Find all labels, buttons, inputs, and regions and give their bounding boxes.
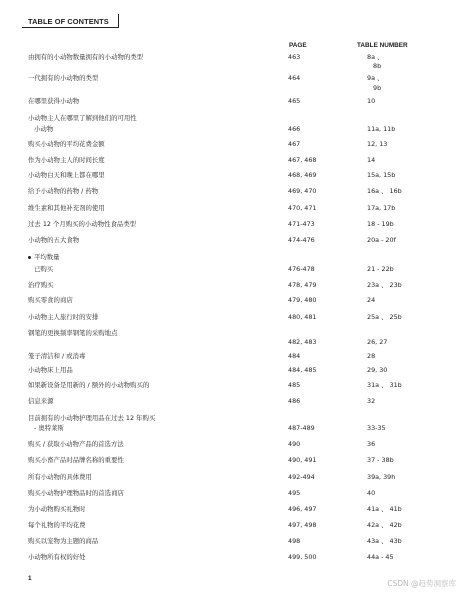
entry-label: 治疗购买 — [28, 281, 54, 289]
entry-table-number: 36 — [367, 440, 376, 448]
entry-table-number: 32 — [367, 397, 376, 405]
entry-page: 485 — [288, 381, 301, 389]
entry-label-continued: 已购买 — [34, 265, 54, 273]
entry-table-number: 37 - 38b — [367, 456, 394, 464]
entry-table-number: 18 - 19b — [367, 220, 394, 228]
entry-page: 497, 498 — [288, 521, 317, 529]
entry-table-number: 42a 、 42b — [367, 521, 402, 529]
entry-table-number: 43a 、 43b — [367, 537, 402, 545]
entry-label: 购买零食的商店 — [28, 296, 73, 304]
entry-table-number: 14 — [367, 156, 376, 164]
entry-label-continued: - 奥特莱斯 — [34, 424, 64, 432]
entry-table-number: 8a 、 — [367, 53, 384, 61]
entry-label: 目前拥有的小动物护理用品在过去 12 年购买 — [28, 414, 156, 422]
entry-label: 小动物床上用品 — [28, 366, 73, 374]
entry-table-number: 29, 30 — [367, 366, 388, 374]
title-underline — [22, 27, 119, 28]
entry-label: 购买小畜产品时品牌名称的重要性 — [28, 456, 124, 464]
entry-page: 474-476 — [288, 236, 315, 244]
entry-page: 487-489 — [288, 424, 315, 432]
entry-page: 468, 469 — [288, 171, 317, 179]
entry-table-number: 10 — [367, 97, 376, 105]
entry-label: 小动物主人在哪里了解到他们的可用性 — [28, 114, 137, 122]
entry-table-number-continued: 8b — [373, 62, 382, 70]
title-vertical-rule — [118, 14, 119, 28]
entry-page: 495 — [288, 489, 301, 497]
entry-table-number: 33-35 — [367, 424, 386, 432]
entry-table-number: 41a 、 41b — [367, 505, 402, 513]
entry-table-number: 24 — [367, 296, 376, 304]
entry-page: 484 — [288, 352, 301, 360]
entry-page: 482, 483 — [288, 338, 317, 346]
entry-page: 498 — [288, 537, 301, 545]
entry-page: 480, 481 — [288, 313, 317, 321]
entry-table-number: 39a, 39h — [367, 473, 396, 481]
entry-label: 小动物的五大食物 — [28, 236, 80, 244]
page-number: 1 — [28, 575, 32, 582]
entry-page: 471-473 — [288, 220, 315, 228]
entry-table-number: 20a - 20f — [367, 236, 396, 244]
entry-label: 钢笔的更换频率钢笔的采购地点 — [28, 329, 118, 337]
entry-page: 490, 491 — [288, 456, 317, 464]
entry-label: 购买以宠物为主题的商品 — [28, 537, 99, 545]
entry-label: 小动物所有权的好处 — [28, 553, 86, 561]
entry-page: 469, 470 — [288, 187, 317, 195]
entry-label: 购买小动物的平均花费金额 — [28, 140, 105, 148]
entry-label: 一代拥有的小动物的类型 — [28, 74, 99, 82]
entry-page: 490 — [288, 440, 301, 448]
entry-page: 479, 480 — [288, 296, 317, 304]
entry-label: 笼子清洁和 / 或消毒 — [28, 352, 86, 360]
entry-page: 465 — [288, 97, 301, 105]
entry-label: 平均数量 — [34, 253, 60, 261]
entry-page: 467, 468 — [288, 156, 317, 164]
entry-label: 过去 12 个月购买的小动物性食品类型 — [28, 220, 137, 228]
entry-table-number: 11a, 11b — [367, 125, 396, 133]
entry-label: 购买小动物护理物品时的首选商店 — [28, 489, 124, 497]
entry-table-number: 28 — [367, 352, 376, 360]
entry-page: 470, 471 — [288, 204, 317, 212]
entry-table-number: 44a - 45 — [367, 553, 394, 561]
entry-table-number: 21 - 22b — [367, 265, 394, 273]
entry-table-number: 9a 、 — [367, 74, 384, 82]
entry-label: 为小动物购买礼物时 — [28, 505, 86, 513]
entry-table-number: 17a, 17b — [367, 204, 396, 212]
page-title: TABLE OF CONTENTS — [28, 17, 109, 26]
entry-label: 信息来源 — [28, 397, 54, 405]
column-header-page: PAGE — [289, 42, 307, 49]
entry-label: 如果新设备是用新的 / 额外的小动物购买的 — [28, 381, 150, 389]
entry-page: 484, 485 — [288, 366, 317, 374]
entry-page: 496, 497 — [288, 505, 317, 513]
entry-table-number: 25a 、 25b — [367, 313, 402, 321]
entry-page: 476-478 — [288, 265, 315, 273]
entry-label: 给予小动物的药物 / 药物 — [28, 187, 99, 195]
entry-label: 维生素和其他补充剂的使用 — [28, 204, 105, 212]
entry-page: 499, 500 — [288, 553, 317, 561]
entry-label: 小动物主人旅行时的安排 — [28, 313, 99, 321]
entry-table-number: 15a, 15b — [367, 171, 396, 179]
entry-table-number: 23a 、 23b — [367, 281, 402, 289]
entry-table-number-continued: 9b — [373, 84, 382, 92]
entry-page: 464 — [288, 74, 301, 82]
entry-page: 467 — [288, 140, 301, 148]
entry-label: 购买 / 获取小动物产品的首选方法 — [28, 440, 124, 448]
entry-table-number: 26, 27 — [367, 338, 388, 346]
entry-label: 小动物白天和晚上都在哪里 — [28, 171, 105, 179]
watermark: CSDN @趋势洞察库 — [387, 579, 456, 588]
entry-table-number: 12, 13 — [367, 140, 388, 148]
entry-page: 478, 479 — [288, 281, 317, 289]
entry-label: 每个礼物的平均花费 — [28, 521, 86, 529]
entry-label: 在哪里获得小动物 — [28, 97, 80, 105]
entry-label: 由拥有的小动物数量拥有的小动物的类型 — [28, 53, 144, 61]
entry-table-number: 40 — [367, 489, 376, 497]
entry-page: 492-494 — [288, 473, 315, 481]
entry-label: 作为小动物主人的时间长度 — [28, 156, 105, 164]
column-header-table-number: TABLE NUMBER — [357, 42, 408, 49]
entry-label-continued: 小动物 — [34, 125, 54, 133]
entry-label: 所有小动物的具体费用 — [28, 473, 92, 481]
bullet-icon — [28, 256, 31, 259]
entry-page: 486 — [288, 397, 301, 405]
entry-table-number: 16a 、 16b — [367, 187, 402, 195]
entry-table-number: 31a 、 31b — [367, 381, 402, 389]
entry-page: 463 — [288, 53, 301, 61]
entry-page: 466 — [288, 125, 301, 133]
